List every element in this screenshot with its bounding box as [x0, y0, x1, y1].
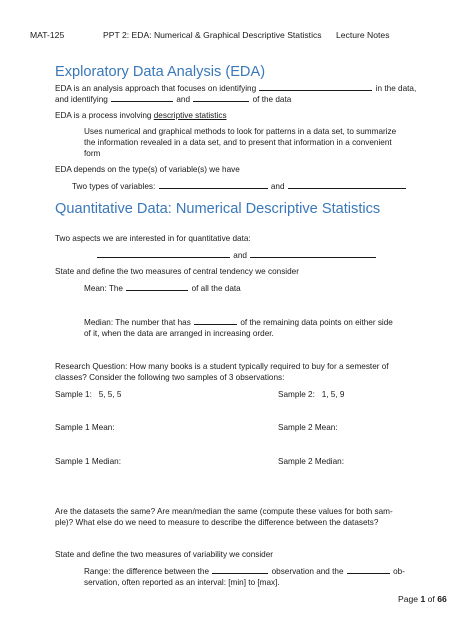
range-definition-line2: servation, often reported as an interval: [min] to [max]. [84, 578, 280, 587]
lecture-title: PPT 2: EDA: Numerical & Graphical Descriptive Statistics [103, 30, 322, 40]
sample1-values: 5, 5, 5 [98, 390, 122, 399]
eda-depends-line: EDA depends on the type(s) of variable(s) we have [55, 165, 240, 174]
research-question-line2: classes? Consider the following two samples of 3 observations: [55, 373, 285, 382]
uses-line2: the information revealed in a data set, and to present that information in a convenient [84, 138, 392, 147]
median-definition-line2: of it, when the data are arranged in increasing order. [84, 329, 274, 338]
blank [194, 317, 237, 325]
two-types-line: Two types of variables: and [72, 181, 407, 192]
sample1-mean: Sample 1 Mean: [55, 423, 115, 432]
same-question-line1: Are the datasets the same? Are mean/median the same (compute these values for both sam- [55, 507, 393, 516]
central-tendency-line: State and define the two measures of central tendency we consider [55, 267, 299, 276]
sample2-median: Sample 2 Median: [278, 457, 344, 466]
aspects-line: Two aspects we are interested in for quantitative data: [55, 234, 251, 243]
eda-process-line: EDA is a process involving descriptive statistics [55, 111, 227, 120]
blank [259, 83, 372, 91]
current-page: 1 [420, 594, 426, 604]
blank [347, 566, 390, 574]
uses-line3: form [84, 149, 101, 158]
total-pages: 66 [437, 594, 447, 604]
same-question-line2: ple)? What else do we need to measure to describe the difference between the datasets? [55, 518, 379, 527]
eda-definition-line1: EDA is an analysis approach that focuses on identifying in the data, [55, 84, 417, 93]
notes-label: Lecture Notes [336, 30, 390, 40]
section-title-eda: Exploratory Data Analysis (EDA) [55, 64, 266, 80]
blank [97, 250, 230, 258]
range-definition-line1: Range: the difference between the observation and the ob- [84, 567, 405, 576]
blank [212, 566, 268, 574]
blank [193, 94, 249, 102]
blank [288, 181, 406, 189]
course-code: MAT-125 [30, 30, 65, 40]
descriptive-statistics-term: descriptive statistics [153, 111, 227, 120]
sample1-row: Sample 1: 5, 5, 5 [55, 390, 122, 399]
blank [250, 250, 376, 258]
sample2-values: 1, 5, 9 [321, 390, 345, 399]
mean-definition: Mean: The of all the data [84, 284, 241, 293]
section-title-quantitative: Quantitative Data: Numerical Descriptive Statistics [55, 201, 381, 217]
sample2-row: Sample 2: 1, 5, 9 [278, 390, 345, 399]
aspects-blanks-line: and [96, 250, 377, 261]
sample1-median: Sample 1 Median: [55, 457, 121, 466]
sample2-mean: Sample 2 Mean: [278, 423, 338, 432]
blank [159, 181, 268, 189]
blank [126, 283, 188, 291]
uses-line1: Uses numerical and graphical methods to look for patterns in a data set, to summarize [84, 127, 397, 136]
page-indicator: Page 1 of 66 [398, 594, 447, 604]
eda-definition-line2: and identifying and of the data [55, 95, 292, 104]
blank [111, 94, 173, 102]
research-question-line1: Research Question: How many books is a student typically required to buy for a semester of [55, 362, 389, 371]
variability-line: State and define the two measures of variability we consider [55, 550, 273, 559]
median-definition-line1: Median: The number that has of the remaining data points on either side [84, 318, 393, 327]
